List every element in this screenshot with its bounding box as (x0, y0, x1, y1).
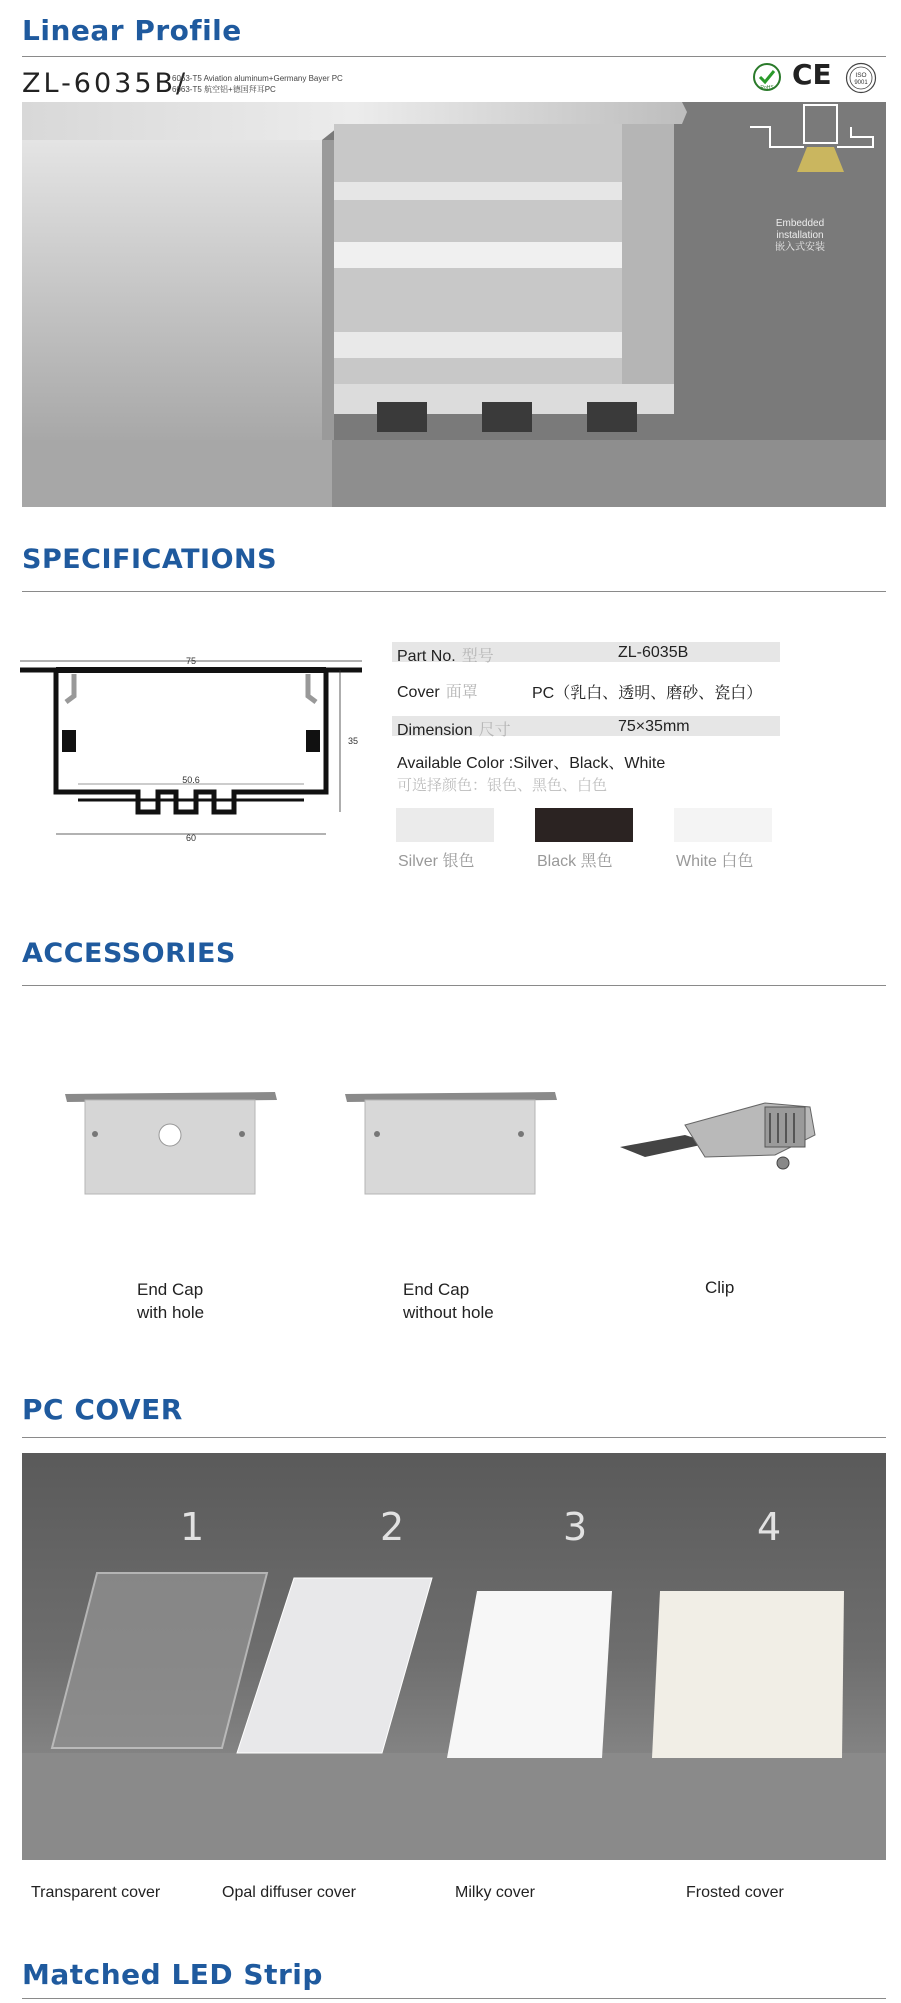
part-no-label-en: Part No. (397, 648, 456, 665)
profile-hero-image (22, 102, 886, 507)
color-label-black: Black 黑色 (537, 853, 613, 870)
specifications-divider (22, 591, 886, 592)
cover-label (397, 679, 478, 702)
page-title: Linear Profile (22, 14, 242, 47)
dim-height: 35 (348, 736, 359, 746)
led-strip-title: Matched LED Strip (22, 1958, 323, 1991)
title-divider (22, 56, 886, 57)
model-number: ZL-6035B/ (22, 68, 189, 99)
cover-value: PC（乳白、透明、磨砂、瓷白） (532, 685, 763, 702)
color-swatch-black (535, 808, 633, 842)
available-color-cn: 可选择颜色：银色、黑色、白色 (397, 777, 608, 794)
pc-cover-number-2: 2 (380, 1505, 405, 1549)
clip-image (615, 1085, 845, 1185)
iso-text: ISO (855, 72, 867, 79)
rohs-icon (752, 62, 782, 92)
end-cap-with-hole-image (55, 1080, 285, 1200)
material-cn: 6063-T5 航空铝+德国拜耳PC (172, 85, 276, 94)
accessory-line1: End Cap (403, 1280, 470, 1299)
cover-label-cn: 面罩 (445, 684, 478, 701)
specifications-title: SPECIFICATIONS (22, 544, 278, 575)
color-label-silver: Silver 银色 (398, 853, 475, 870)
spec-row-dimension (392, 716, 780, 739)
aluminum-profile-illustration (22, 102, 886, 507)
dim-top-width: 75 (185, 656, 197, 666)
accessory-line1: End Cap (137, 1280, 204, 1299)
available-color: Available Color :Silver、Black、White (397, 755, 666, 772)
part-no-label-cn: 型号 (461, 648, 494, 665)
dim-inner-width: 50.6 (182, 775, 200, 785)
end-cap-without-hole-image (335, 1080, 565, 1200)
installation-label (740, 218, 860, 254)
dimension-label-en: Dimension (397, 722, 473, 739)
accessory-label-clip: Clip (705, 1278, 735, 1297)
dim-bottom-width: 60 (185, 833, 197, 843)
color-label-white: White 白色 (676, 853, 754, 870)
dimension-label (397, 717, 511, 740)
cross-section-drawing (18, 652, 372, 846)
pc-cover-number-4: 4 (757, 1505, 782, 1549)
dimension-value: 75×35mm (618, 718, 690, 735)
color-swatch-silver (396, 808, 494, 842)
material-en: 6063-T5 Aviation aluminum+Germany Bayer PC (172, 74, 343, 83)
spec-row-cover (392, 678, 780, 702)
installation-line1: Embedded (775, 218, 825, 229)
part-no-value: ZL-6035B (618, 644, 689, 661)
pc-cover-number-3: 3 (563, 1505, 588, 1549)
pc-cover-divider (22, 1437, 886, 1438)
accessory-label-end-cap-hole (137, 1278, 204, 1324)
rohs-text: RoHS (760, 85, 774, 91)
accessories-divider (22, 985, 886, 986)
material-description (172, 73, 343, 95)
pc-cover-photo (22, 1453, 886, 1860)
ce-mark-icon: CE (792, 58, 832, 91)
part-no-label (397, 643, 494, 666)
pc-cover-number-1: 1 (180, 1505, 205, 1549)
spec-row-part-no (392, 642, 780, 665)
pc-cover-title: PC COVER (22, 1393, 183, 1426)
accessory-line2: with hole (137, 1303, 205, 1322)
accessory-label-end-cap-no-hole (403, 1278, 494, 1324)
color-swatch-white (674, 808, 772, 842)
dimension-label-cn: 尺寸 (478, 722, 511, 739)
cover-label-en: Cover (397, 684, 440, 701)
accessories-title: ACCESSORIES (22, 938, 236, 969)
pc-cover-label-opal: Opal diffuser cover (222, 1884, 356, 1901)
pc-cover-label-milky: Milky cover (455, 1884, 536, 1901)
installation-line2: installation (776, 230, 824, 241)
iso-icon (845, 62, 877, 94)
pc-cover-label-transparent: Transparent cover (31, 1884, 161, 1901)
accessory-line2: without hole (403, 1303, 494, 1322)
led-strip-divider (22, 1998, 886, 1999)
iso-number: 9001 (854, 80, 868, 86)
installation-line3: 嵌入式安装 (775, 242, 825, 253)
pc-cover-label-frosted: Frosted cover (686, 1884, 784, 1901)
